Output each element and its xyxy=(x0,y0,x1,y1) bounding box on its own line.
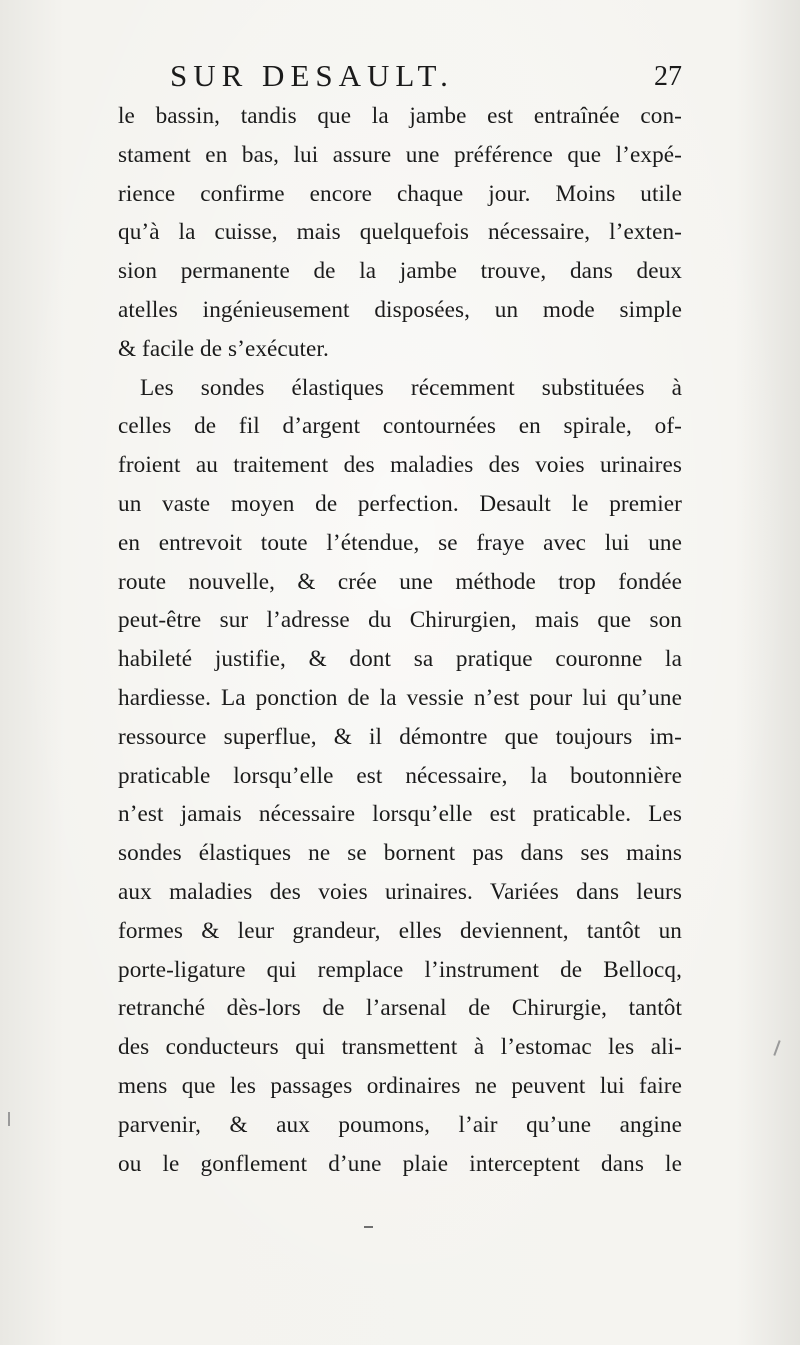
text-line: habileté justifie, & dont sa pratique couronne la xyxy=(118,646,682,673)
text-line: peut-être sur l’adresse du Chirurgien, mais que son xyxy=(118,607,682,634)
text-line: qu’à la cuisse, mais quelquefois nécessaire, l’exten- xyxy=(118,219,682,246)
text-line: atelles ingénieusement disposées, un mode simple xyxy=(118,296,682,323)
text-line: retranché dès-lors de l’arsenal de Chirurgie, tantôt xyxy=(118,995,682,1022)
text-line: porte-ligature qui remplace l’instrument de Bellocq, xyxy=(118,956,682,983)
text-line: parvenir, & aux poumons, l’air qu’une angine xyxy=(118,1111,682,1138)
text-line: le bassin, tandis que la jambe est entraînée con- xyxy=(118,103,682,129)
text-line: sondes élastiques ne se bornent pas dans ses mains xyxy=(118,840,682,867)
text-line: en entrevoit toute l’étendue, se fraye avec lui une xyxy=(118,529,682,556)
running-title: SUR DESAULT. xyxy=(170,58,454,93)
text-line: n’est jamais nécessaire lorsqu’elle est praticable. Les xyxy=(118,801,682,828)
text-line: des conducteurs qui transmettent à l’estomac les ali- xyxy=(118,1034,682,1061)
text-line: froient au traitement des maladies des voies urinaires xyxy=(118,452,682,479)
body-text xyxy=(118,97,682,1183)
paragraph-1 xyxy=(118,97,682,369)
paper-speck xyxy=(773,1040,780,1056)
text-line: rience confirme encore chaque jour. Moins utile xyxy=(118,180,682,207)
text-line: celles de fil d’argent contournées en spirale, of- xyxy=(118,413,682,440)
text-line: & facile de s’exécuter. xyxy=(118,335,329,362)
text-line: un vaste moyen de perfection. Desault le premier xyxy=(118,490,682,517)
text-line: praticable lorsqu’elle est nécessaire, la boutonnière xyxy=(118,762,682,789)
page-header xyxy=(118,56,686,100)
text-line: route nouvelle, & crée une méthode trop fondée xyxy=(118,568,682,595)
printer-dash-mark xyxy=(364,1226,373,1228)
text-line: Les sondes élastiques récemment substituées à xyxy=(140,374,682,401)
paper-speck xyxy=(8,1112,10,1126)
text-line: ressource superflue, & il démontre que toujours im- xyxy=(118,723,682,750)
page-number: 27 xyxy=(654,61,682,92)
text-line: aux maladies des voies urinaires. Variées dans leurs xyxy=(118,878,682,905)
paragraph-2 xyxy=(118,369,682,1184)
text-line: stament en bas, lui assure une préférence que l’expé- xyxy=(118,141,682,168)
text-line: mens que les passages ordinaires ne peuvent lui faire xyxy=(118,1072,682,1099)
text-line: sion permanente de la jambe trouve, dans deux xyxy=(118,258,682,285)
text-line: hardiesse. La ponction de la vessie n’est pour lui qu’une xyxy=(118,684,682,711)
text-line: ou le gonflement d’une plaie interceptent dans le xyxy=(118,1150,682,1177)
text-line: formes & leur grandeur, elles deviennent, tantôt un xyxy=(118,917,682,944)
